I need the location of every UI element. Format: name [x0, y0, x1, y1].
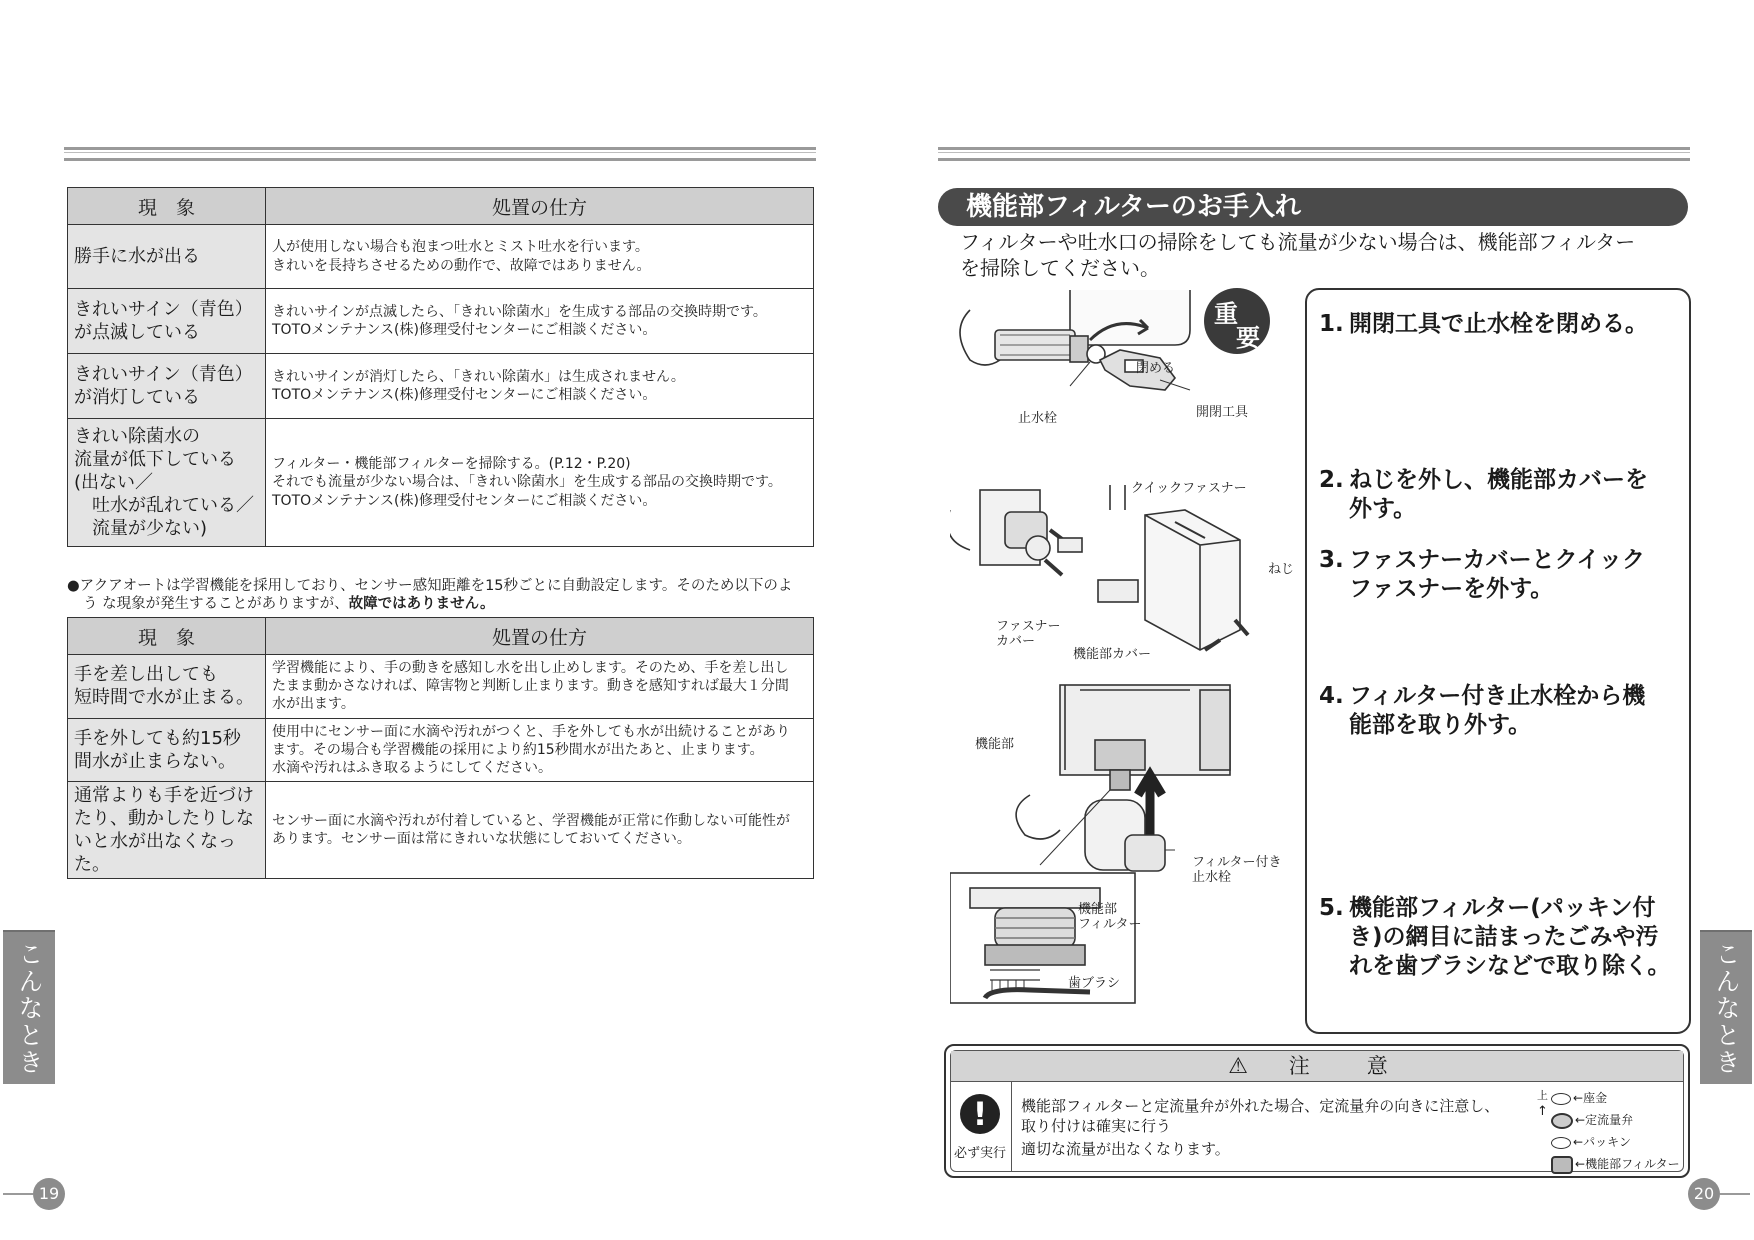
remedy-cell: 人が使用しない場合も泡まつ吐水とミスト吐水を行います。 きれいを長持ちさせるための動作で、故障ではありません。	[266, 225, 814, 289]
step-number: 4.	[1319, 683, 1344, 709]
remedy-cell: センサー面に水滴や汚れが付着していると、学習機能が正常に作動しない可能性が あります。センサー面は常にきれいな状態にしておいてください。	[266, 782, 814, 879]
troubleshooting-table-1	[67, 187, 814, 547]
table-header-row	[68, 188, 814, 225]
symptom-cell: きれい除菌水の 流量が低下している (出ない／ 吐水が乱れている／ 流量が少ない)	[68, 419, 266, 547]
step-text: ファスナーを外す。	[1349, 575, 1554, 602]
label-toothbrush: 歯ブラシ	[1068, 976, 1121, 991]
col-header-remedy: 処置の仕方	[266, 188, 814, 225]
step-text: フィルター付き止水栓から機	[1349, 683, 1646, 709]
badge-char-2: 要	[1236, 324, 1260, 352]
label-line: 機能部	[1078, 902, 1118, 917]
symptom-cell: 手を差し出しても 短時間で水が止まる。	[68, 655, 266, 719]
table-row	[68, 289, 814, 354]
step-text: 機能部フィルター(パッキン付	[1349, 895, 1656, 921]
label-line: 止水栓	[1192, 869, 1232, 885]
symptom-cell: きれいサイン（青色） が消灯している	[68, 354, 266, 419]
label-unit-cover: 機能部カバー	[1073, 647, 1152, 662]
caution-heading-text: 注 意	[1288, 1054, 1406, 1078]
label-quick-fastener: クイックファスナー	[1131, 481, 1247, 496]
up-arrow-icon: ↑	[1537, 1104, 1548, 1119]
step-text: き)の網目に詰まったごみや汚	[1349, 923, 1659, 950]
remedy-cell: きれいサインが消灯したら、「きれい除菌水」は生成されません。 TOTOメンテナンス(株)修理受付センターにご相談ください。	[266, 354, 814, 419]
section-intro	[960, 230, 1680, 281]
side-tab-left[interactable]: こんなとき	[3, 930, 55, 1084]
label-unit: 機能部	[975, 737, 1015, 752]
exclamation-icon: !	[960, 1094, 1000, 1134]
step-text: ファスナーカバーとクイック	[1349, 547, 1646, 573]
note-line-2	[67, 595, 827, 613]
part-label: 座金	[1583, 1091, 1608, 1105]
label-screw: ねじ	[1268, 562, 1295, 577]
must-do-label: 必ず実行	[954, 1146, 1007, 1161]
caution-subtext: 適切な流量が出なくなります。	[1021, 1140, 1230, 1158]
caution-line: 取り付けは確実に行う	[1021, 1116, 1172, 1135]
step-text: 外す。	[1349, 495, 1417, 522]
remedy-cell: きれいサインが点滅したら、「きれい除菌水」を生成する部品の交換時期です。 TOTOメンテナンス(株)修理受付センターにご相談ください。	[266, 289, 814, 354]
label-line: カバー	[996, 633, 1036, 649]
table-row	[68, 354, 814, 419]
part-row: ←パッキン	[1551, 1131, 1691, 1153]
step-text: 開閉工具で止水栓を閉める。	[1349, 311, 1648, 337]
intro-line: フィルターや吐水口の掃除をしても流量が少ない場合は、機能部フィルター	[960, 230, 1636, 254]
table-row	[68, 718, 814, 782]
must-do-cell	[951, 1082, 1012, 1171]
note-line-1: ●アクアオートは学習機能を採用しており、センサー感知距離を15秒ごとに自動設定します。そのため以下のよ	[67, 578, 793, 594]
caution-text	[1021, 1097, 1541, 1160]
symptom-cell: きれいサイン（青色） が点滅している	[68, 289, 266, 354]
symptom-cell: 勝手に水が出る	[68, 225, 266, 289]
side-tab-right[interactable]: こんなときは	[1700, 930, 1752, 1084]
caution-line: 機能部フィルターと定流量弁が外れた場合、定流量弁の向きに注意し、	[1021, 1097, 1500, 1115]
col-header-remedy: 処置の仕方	[266, 618, 814, 655]
step-text: 能部を取り外す。	[1349, 711, 1532, 738]
footer-line-right	[1720, 1193, 1750, 1195]
section-title: 機能部フィルターのお手入れ	[938, 188, 1688, 226]
table-header-row	[68, 618, 814, 655]
unit-removal-illustration	[1016, 685, 1230, 871]
page-number-right: 20	[1688, 1178, 1720, 1210]
remedy-cell: 使用中にセンサー面に水滴や汚れがつくと、手を外しても水が出続けることがあり ます。その場合も学習機能の採用により約15秒間水が出たあと、止まります。 水滴や汚れはふき取るようにしてください。	[266, 718, 814, 782]
label-line: ファスナー	[996, 619, 1061, 634]
step-2	[1319, 466, 1679, 524]
table-row	[68, 782, 814, 879]
page-number-left: 19	[33, 1178, 65, 1210]
filter-part-icon	[1551, 1156, 1573, 1174]
label-close: 閉める	[1136, 361, 1176, 376]
part-label: 定流量弁	[1585, 1113, 1634, 1127]
right-header-rule	[938, 147, 1690, 161]
label-line: フィルター	[1078, 916, 1142, 932]
warning-triangle-icon: ⚠	[1228, 1054, 1249, 1079]
label-tool: 開閉工具	[1196, 405, 1249, 420]
label-fastener-cover	[996, 620, 1060, 650]
part-row: ←座金	[1551, 1087, 1691, 1109]
col-header-symptom: 現 象	[68, 618, 266, 655]
part-row: ←定流量弁	[1551, 1109, 1691, 1131]
note-line-2-bold: 故障ではありません。	[348, 596, 495, 613]
left-header-rule	[64, 147, 816, 161]
step-number: 3.	[1319, 547, 1344, 573]
flow-valve-icon	[1551, 1113, 1573, 1129]
step-number: 1.	[1319, 311, 1344, 337]
learning-function-note	[67, 577, 827, 613]
cover-removal-illustration	[950, 485, 1248, 650]
step-5	[1319, 894, 1679, 981]
step-1	[1319, 310, 1679, 339]
label-line: フィルター付き	[1192, 855, 1282, 870]
caution-box	[944, 1044, 1690, 1178]
label-stopcock: 止水栓	[1018, 411, 1058, 426]
parts-diagram	[1537, 1087, 1691, 1175]
step-text: ねじを外し、機能部カバーを	[1349, 467, 1648, 493]
step-number: 5.	[1319, 895, 1344, 921]
table-row	[68, 419, 814, 547]
step-number: 2.	[1319, 467, 1344, 493]
badge-char-1: 重	[1214, 300, 1238, 328]
troubleshooting-table-2	[67, 617, 814, 879]
packing-icon	[1551, 1137, 1571, 1149]
step-3	[1319, 546, 1679, 604]
label-unit-filter	[1078, 903, 1141, 933]
col-header-symptom: 現 象	[68, 188, 266, 225]
steps-panel	[1305, 288, 1691, 1034]
up-label: 上	[1537, 1089, 1548, 1102]
caution-heading	[951, 1051, 1683, 1082]
footer-line-left	[3, 1193, 33, 1195]
remedy-cell: フィルター・機能部フィルターを掃除する。(P.12・P.20) それでも流量が少ない場合は、「きれい除菌水」を生成する部品の交換時期です。 TOTOメンテナンス(株)修理受付センターにご相談ください。	[266, 419, 814, 547]
caution-inner	[950, 1050, 1684, 1172]
table-row	[68, 225, 814, 289]
part-label: 機能部フィルター	[1585, 1157, 1680, 1171]
washer-icon	[1551, 1093, 1571, 1105]
part-row: ←機能部フィルター	[1551, 1153, 1691, 1175]
part-label: パッキン	[1583, 1135, 1631, 1149]
symptom-cell: 手を外しても約15秒 間水が止まらない。	[68, 718, 266, 782]
table-row	[68, 655, 814, 719]
label-filter-stopcock	[1192, 856, 1281, 886]
note-line-2-text: う な現象が発生することがありますが、	[83, 596, 349, 613]
symptom-cell: 通常よりも手を近づけ たり、動かしたりしな いと水が出なくなった。	[68, 782, 266, 879]
intro-line: を掃除してください。	[960, 255, 1160, 280]
step-text: れを歯ブラシなどで取り除く。	[1349, 952, 1671, 979]
step-4	[1319, 682, 1679, 740]
remedy-cell: 学習機能により、手の動きを感知し水を出し止めします。そのため、手を差し出し たまま動かさなければ、障害物と判断し止まります。動きを感知すれば最大１分間 水が出ます。	[266, 655, 814, 719]
